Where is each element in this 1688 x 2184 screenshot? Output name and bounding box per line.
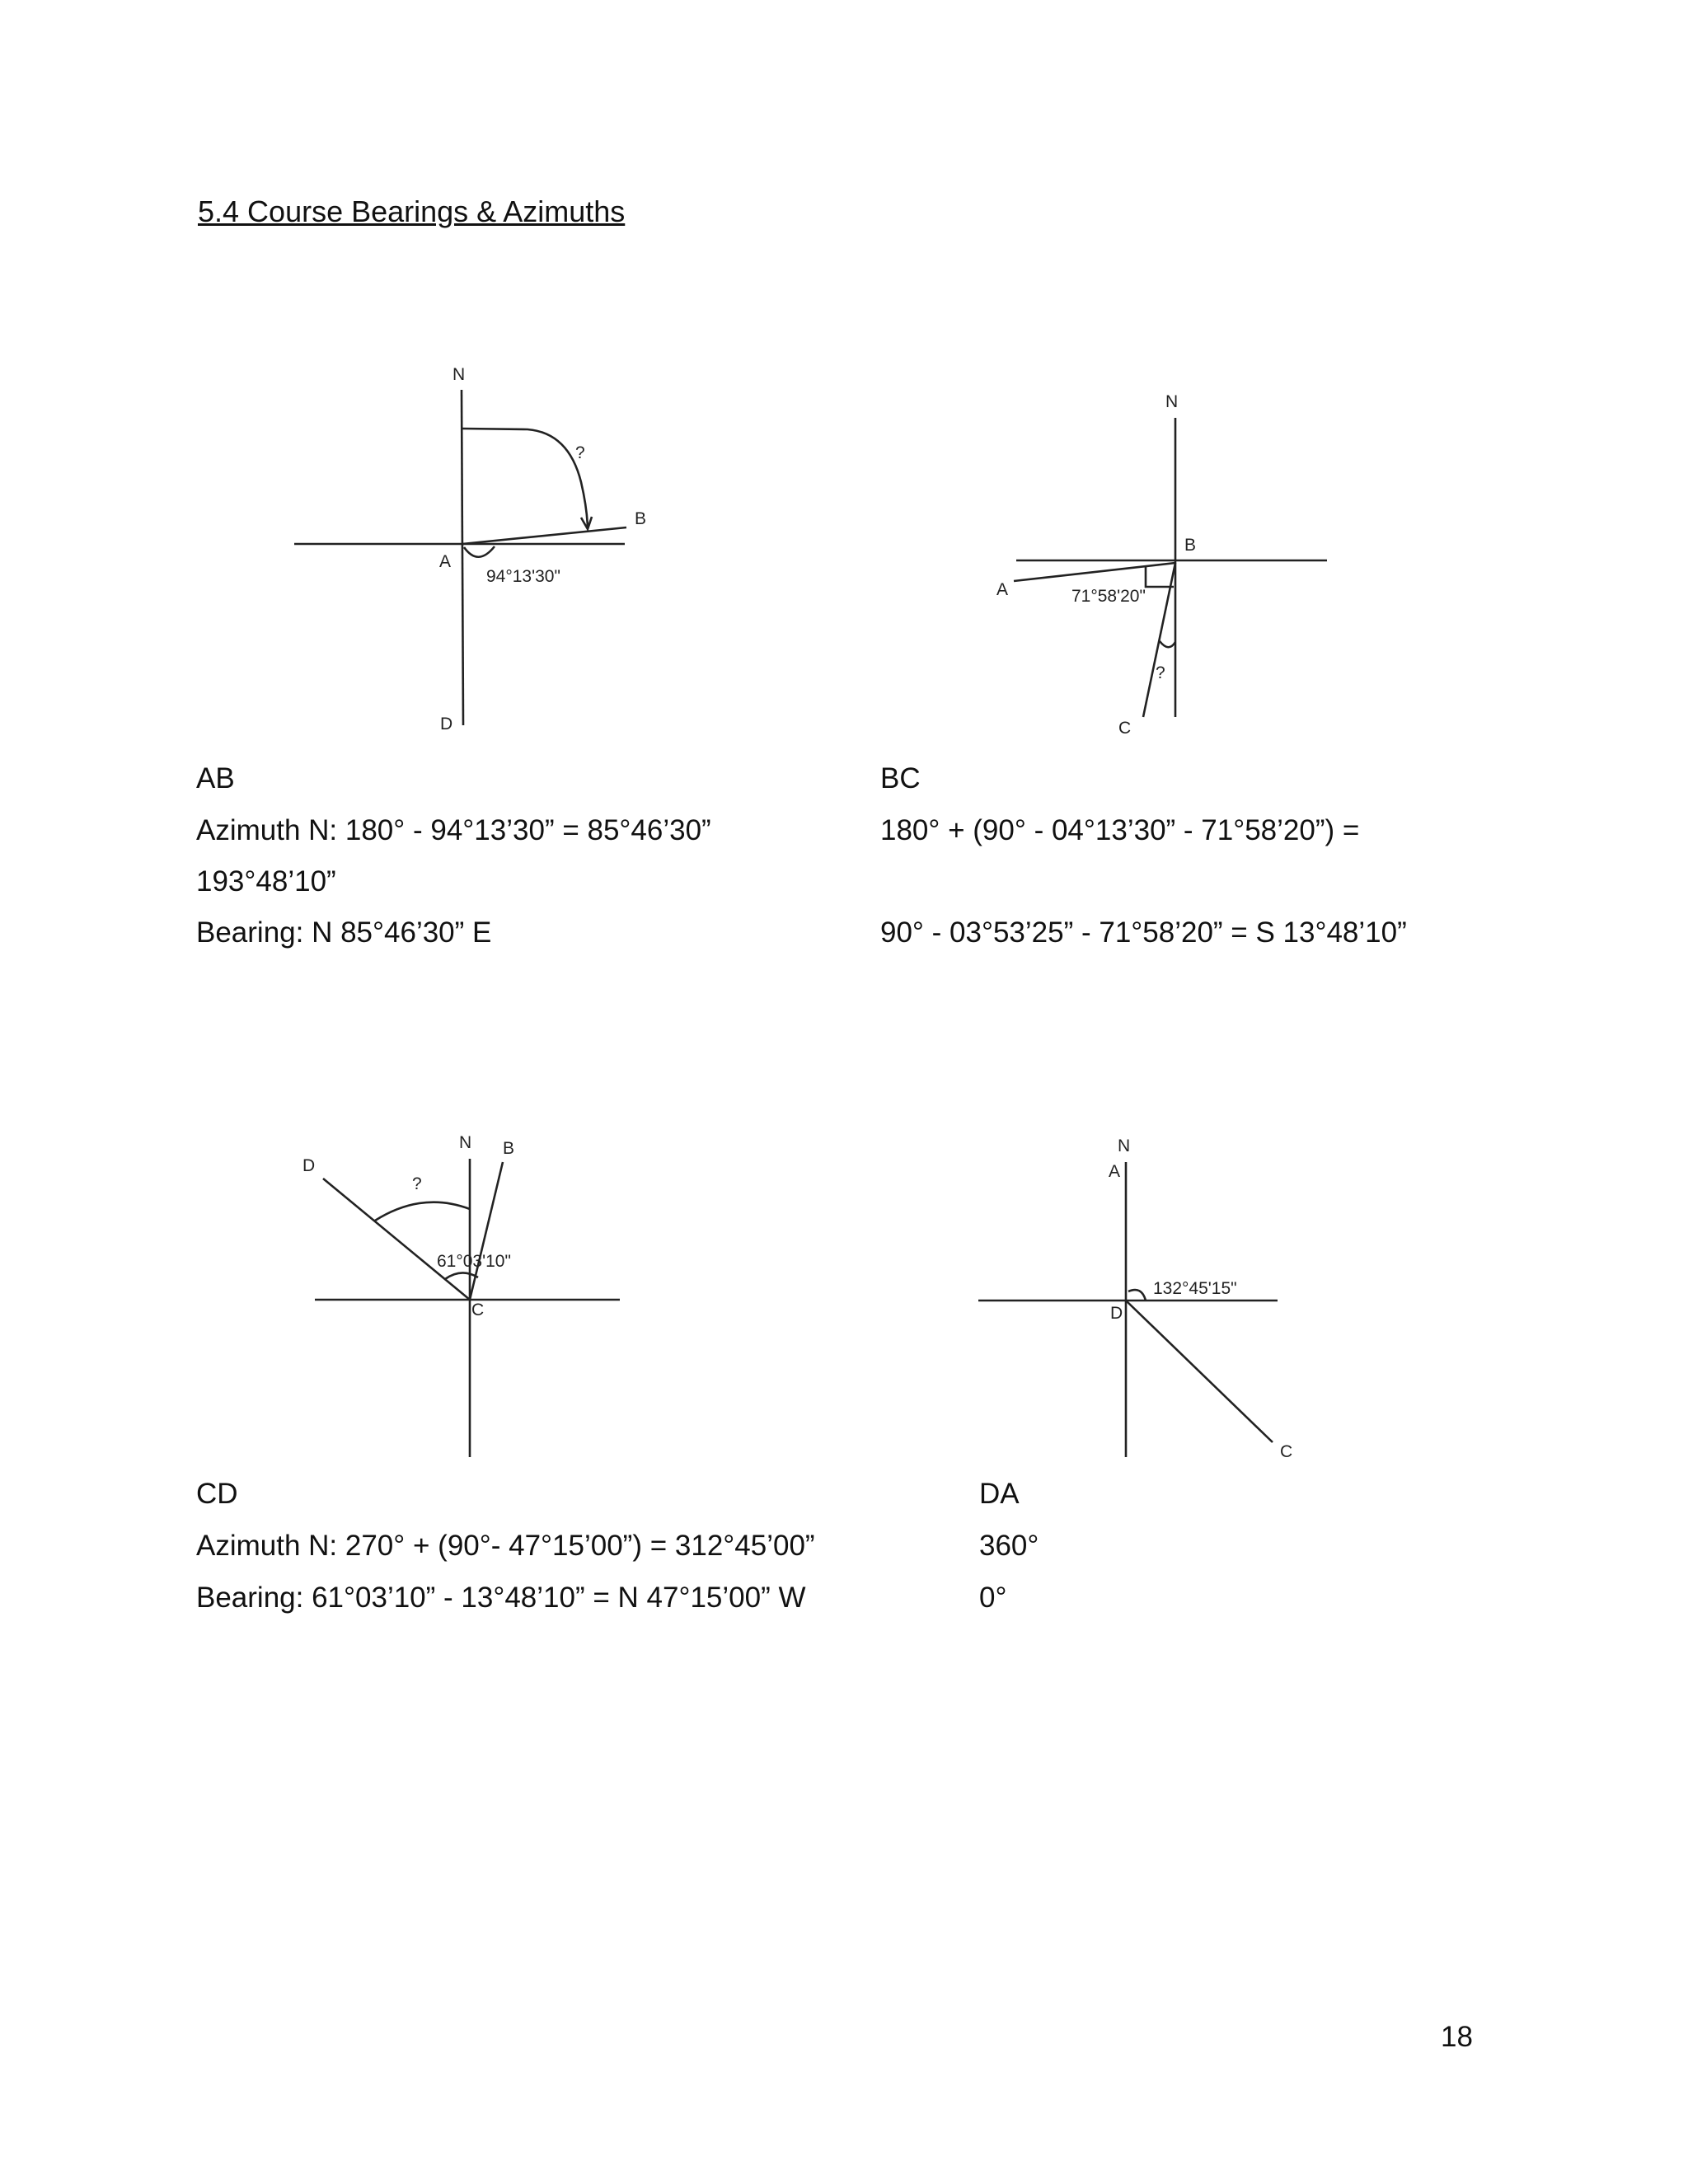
da-label-d: D (1110, 1304, 1123, 1323)
cd-line-2: Bearing: 61°03’10” - 13°48’10” = N 47°15’00” W (196, 1582, 806, 1614)
bc-label-b: B (1184, 536, 1197, 555)
cd-line-1: Azimuth N: 270° + (90°- 47°15’00”) = 312°45’00” (196, 1530, 815, 1562)
cd-label-q: ? (412, 1174, 422, 1193)
cd-label-c: C (471, 1301, 485, 1319)
ab-label-d: D (440, 715, 453, 733)
da-line-to-c (1126, 1301, 1273, 1442)
da-label-n: N (1118, 1137, 1131, 1155)
page-number: 18 (1441, 2021, 1473, 2053)
ab-line-to-b (462, 527, 626, 544)
ab-north-line (462, 390, 463, 725)
ab-line-1: Azimuth N: 180° - 94°13’30” = 85°46’30” (196, 814, 711, 846)
ab-line-3: Bearing: N 85°46’30” E (196, 916, 492, 949)
ab-label-q: ? (575, 443, 585, 462)
ab-angle-label: 94°13'30" (486, 567, 560, 586)
figure-bc (996, 392, 1327, 738)
cd-question-arc (375, 1202, 470, 1221)
cd-angle-arc (445, 1272, 478, 1279)
figure-cd (302, 1133, 620, 1457)
ab-label-n: N (452, 365, 466, 384)
bc-line-to-a (1014, 563, 1175, 581)
da-label-c: C (1280, 1442, 1293, 1461)
figure-ab (294, 365, 646, 733)
ab-title: AB (196, 762, 235, 794)
ab-line-2: 193°48’10” (196, 865, 336, 898)
bc-line-1: 180° + (90° - 04°13’30” - 71°58’20”) = (880, 814, 1360, 846)
ab-label-a: A (439, 552, 452, 571)
cd-angle-label: 61°03'10" (437, 1252, 511, 1271)
cd-title: CD (196, 1478, 238, 1510)
cd-label-d: D (302, 1156, 316, 1175)
bc-label-n: N (1165, 392, 1179, 411)
bc-label-q: ? (1156, 663, 1165, 682)
da-angle-arc (1128, 1290, 1146, 1301)
cd-line-to-d (323, 1179, 470, 1300)
cd-label-b: B (503, 1139, 515, 1158)
da-angle-label: 132°45'15" (1153, 1279, 1237, 1298)
bc-angle-box (1146, 565, 1174, 587)
section-heading: 5.4 Course Bearings & Azimuths (198, 194, 626, 228)
da-line-2: 0° (979, 1582, 1007, 1614)
da-title: DA (979, 1478, 1020, 1510)
figure-da (978, 1137, 1292, 1461)
bc-angle-label: 71°58'20" (1071, 587, 1146, 606)
da-line-1: 360° (979, 1530, 1039, 1562)
bc-label-a: A (996, 580, 1009, 599)
da-label-a: A (1109, 1162, 1121, 1181)
ab-angle-arc (464, 546, 495, 557)
bc-line-2: 90° - 03°53’25” - 71°58’20” = S 13°48’10” (880, 916, 1407, 949)
bc-title: BC (880, 762, 921, 794)
bc-label-c: C (1118, 719, 1132, 738)
ab-label-b: B (635, 509, 647, 528)
cd-label-n: N (459, 1133, 472, 1152)
ab-question-arc (462, 429, 588, 527)
bc-question-arc (1160, 641, 1175, 647)
cd-line-to-b (470, 1162, 503, 1300)
